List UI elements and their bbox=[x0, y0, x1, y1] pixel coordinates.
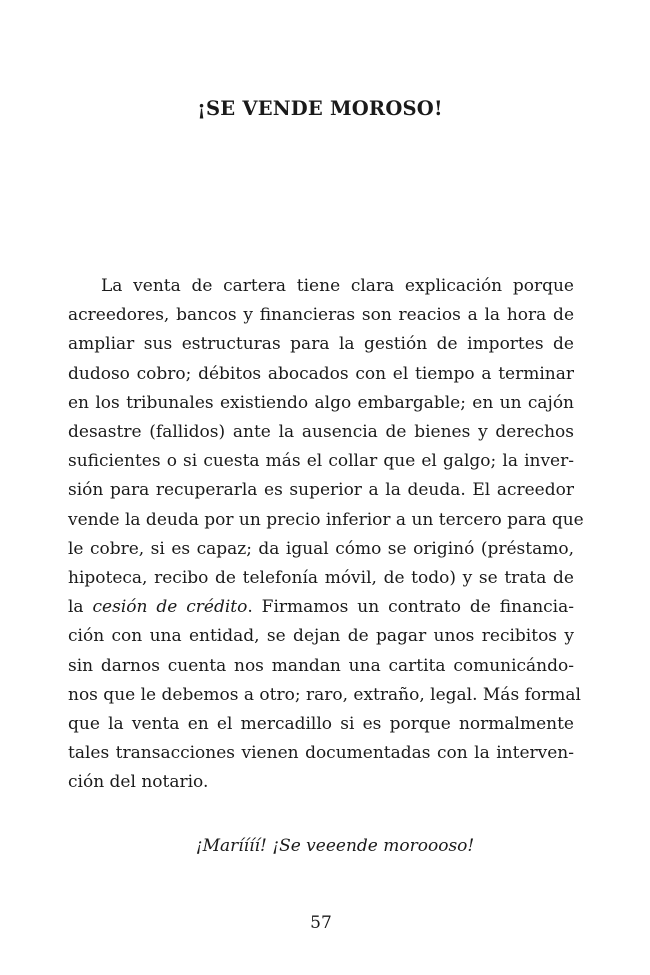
closing-exclamation: ¡Maríííí! ¡Se veeende moroooso! bbox=[195, 836, 475, 856]
paragraph-line: acreedores, bancos y financieras son reacios a la hora de bbox=[68, 305, 574, 326]
paragraph-line: dudoso cobro; débitos abocados con el tiempo a terminar bbox=[68, 363, 574, 384]
paragraph-line: ción con una entidad, se dejan de pagar unos recibitos y bbox=[68, 626, 574, 647]
paragraph-line: vende la deuda por un precio inferior a un tercero para que bbox=[68, 509, 584, 530]
italic-term: cesión de crédito bbox=[92, 597, 248, 618]
line-text: . Firmamos un contrato de financia- bbox=[247, 597, 575, 618]
paragraph-line: tales transacciones vienen documentadas con la interven- bbox=[68, 743, 574, 764]
paragraph-line: hipoteca, recibo de telefonía móvil, de todo) y se trata de bbox=[68, 568, 574, 589]
paragraph-line: nos que le debemos a otro; raro, extraño, legal. Más formal bbox=[68, 684, 581, 705]
paragraph-line: le cobre, si es capaz; da igual cómo se originó (préstamo, bbox=[68, 538, 574, 559]
paragraph-line: sión para recuperarla es superior a la deuda. El acreedor bbox=[68, 480, 574, 501]
paragraph-line-with-italic bbox=[68, 593, 574, 622]
paragraph-line: suficientes o si cuesta más el collar que el galgo; la inver- bbox=[68, 451, 574, 472]
paragraph-line: La venta de cartera tiene clara explicación porque bbox=[101, 276, 574, 296]
paragraph-line: desastre (fallidos) ante la ausencia de bienes y derechos bbox=[68, 422, 574, 443]
body-paragraph bbox=[68, 272, 584, 798]
chapter-title: ¡SE VENDE MOROSO! bbox=[197, 97, 443, 120]
paragraph-line: ción del notario. bbox=[68, 772, 209, 793]
paragraph-line: ampliar sus estructuras para la gestión de importes de bbox=[68, 334, 574, 355]
paragraph-line: que la venta en el mercadillo si es porque normalmente bbox=[68, 714, 574, 735]
paragraph-line: sin darnos cuenta nos mandan una cartita comunicándo- bbox=[68, 655, 574, 676]
paragraph-line: en los tribunales existiendo algo embargable; en un cajón bbox=[68, 392, 574, 413]
line-text: la bbox=[68, 597, 93, 618]
page-number: 57 bbox=[310, 913, 332, 933]
